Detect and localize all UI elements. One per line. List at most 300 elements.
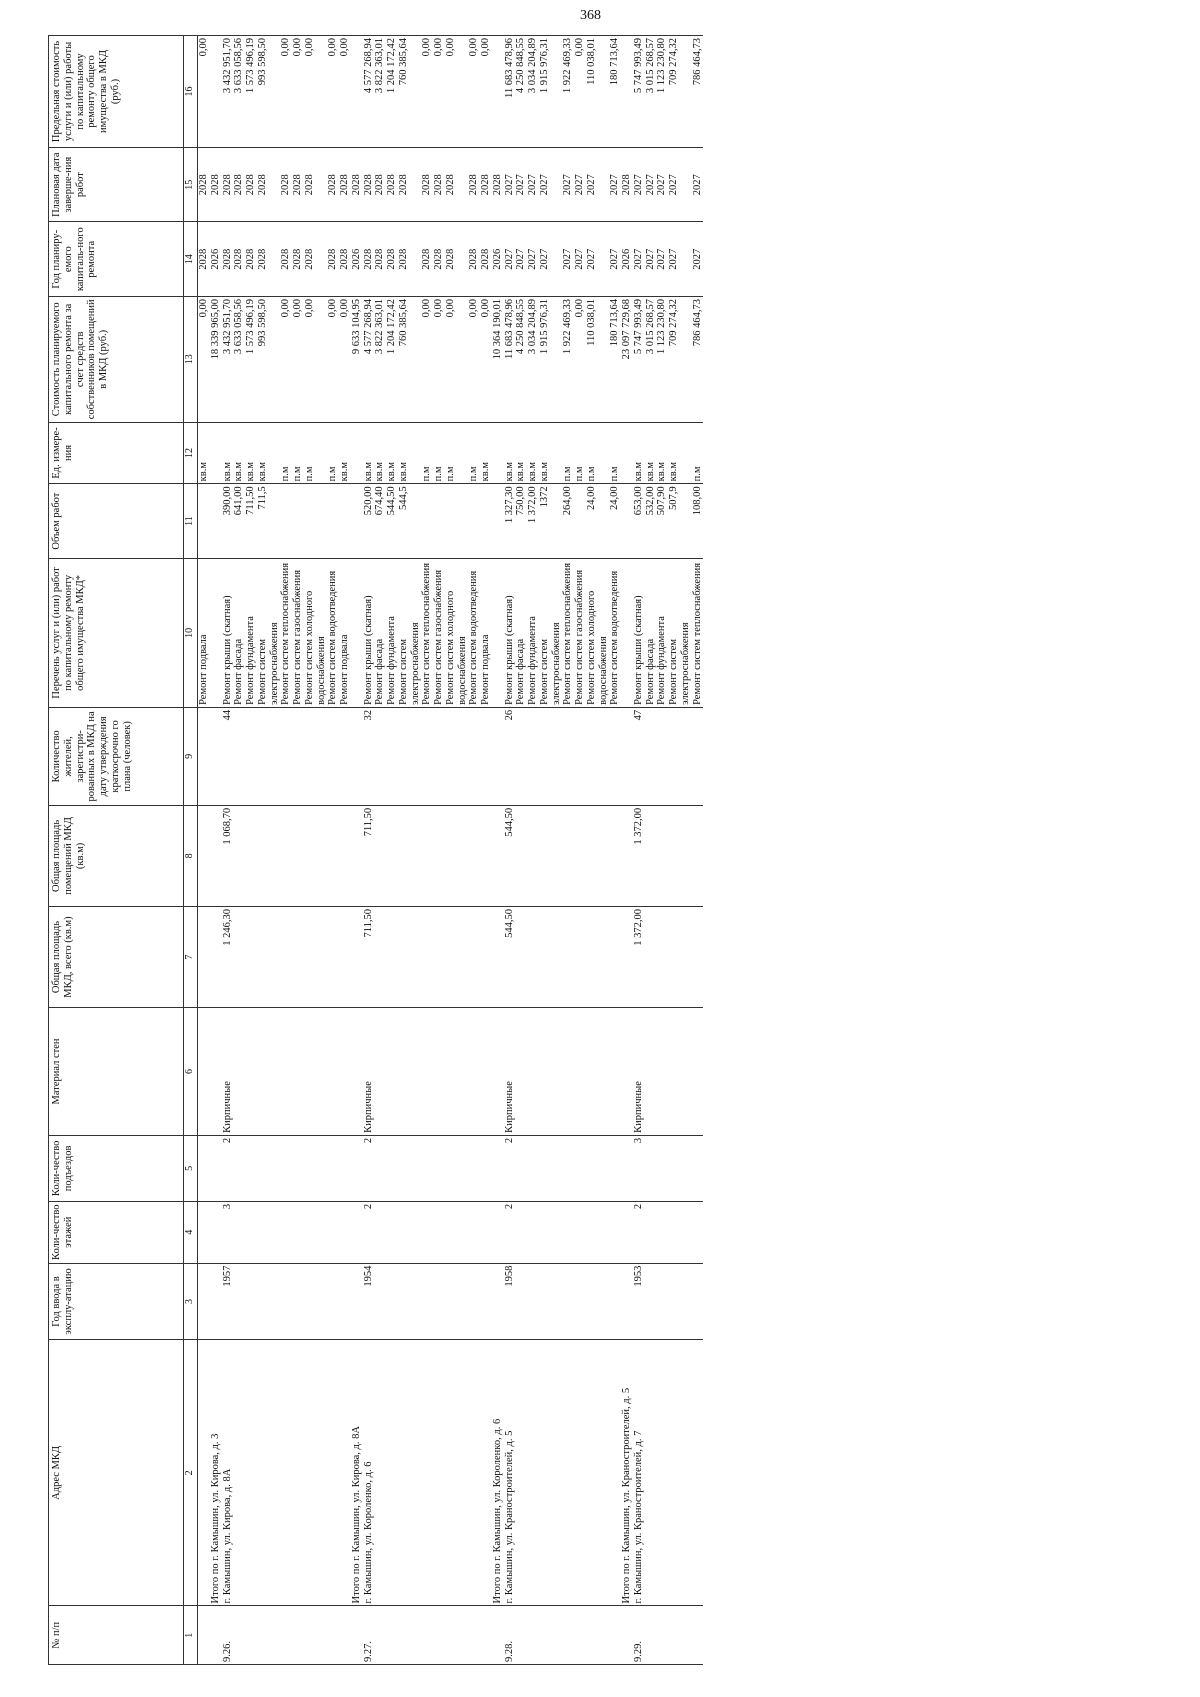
- table-cell-col14: 2027: [527, 222, 539, 297]
- table-cell-col1: 9.29.: [633, 1606, 645, 1665]
- column-number-13: 13: [184, 296, 198, 422]
- table-cell-col12: [351, 422, 363, 484]
- table-cell-col9: [327, 707, 339, 805]
- table-cell-col14: 2027: [586, 222, 610, 297]
- table-cell-col5: [574, 1135, 586, 1201]
- table-cell-col6: [668, 1008, 692, 1136]
- table-cell-col1: [468, 1606, 480, 1665]
- table-cell-col4: [398, 1201, 422, 1263]
- table-cell-col9: 26: [504, 707, 516, 805]
- table-cell-col8: [245, 805, 257, 906]
- table-cell-col15: 2028: [198, 147, 210, 222]
- table-cell-col11: [304, 484, 328, 559]
- table-cell-col9: [468, 707, 480, 805]
- table-cell-col10: Ремонт систем электроснабжения: [257, 558, 281, 707]
- table-cell-col4: [609, 1201, 621, 1263]
- table-cell-col9: [609, 707, 621, 805]
- table-cell-col7: 544,50: [504, 906, 516, 1007]
- table-cell-col4: [621, 1201, 633, 1263]
- table-cell-col4: [468, 1201, 480, 1263]
- table-cell-col4: [339, 1201, 351, 1263]
- table-cell-col3: [527, 1263, 539, 1340]
- table-cell-col11: [280, 484, 292, 559]
- table-cell-col13: 993 598,50: [257, 296, 281, 422]
- table-cell-col15: 2027: [515, 147, 527, 222]
- table-cell-col2: [609, 1340, 621, 1606]
- table-cell-col9: [492, 707, 504, 805]
- table-cell-col16: 0,00: [292, 36, 304, 148]
- table-cell-col16: 993 598,50: [257, 36, 281, 148]
- table-cell-col8: [621, 805, 633, 906]
- table-cell-col14: 2028: [398, 222, 422, 297]
- table-cell-col4: [374, 1201, 386, 1263]
- table-cell-col12: п.м: [421, 422, 433, 484]
- table-cell-col5: [433, 1135, 445, 1201]
- table-cell-col7: 1 372,00: [633, 906, 645, 1007]
- table-cell-col6: [468, 1008, 480, 1136]
- table-cell-col10: [351, 558, 363, 707]
- table-cell-col14: 2027: [574, 222, 586, 297]
- table-cell-col12: [492, 422, 504, 484]
- table-cell-col8: [468, 805, 480, 906]
- table-cell-col9: [586, 707, 610, 805]
- table-cell-col13: 0,00: [280, 296, 292, 422]
- table-cell-col13: 760 385,64: [398, 296, 422, 422]
- table-cell-col11: [468, 484, 480, 559]
- table-cell-col2: Итого по г. Камышин, ул. Кирова, д. 8А: [351, 1340, 363, 1606]
- table-cell-col15: 2028: [468, 147, 480, 222]
- table-cell-col12: [210, 422, 222, 484]
- table-cell-col4: [233, 1201, 245, 1263]
- table-cell-col11: 507,90: [656, 484, 668, 559]
- table-cell-col8: [445, 805, 469, 906]
- table-cell-col16: 0,00: [327, 36, 339, 148]
- table-cell-col16: 5 747 993,49: [633, 36, 645, 148]
- table-cell-col4: 2: [504, 1201, 516, 1263]
- table-cell-col5: [515, 1135, 527, 1201]
- table-cell-col4: [433, 1201, 445, 1263]
- table-cell-col13: 0,00: [574, 296, 586, 422]
- table-cell-col9: [198, 707, 210, 805]
- table-cell-col16: 1 573 496,19: [245, 36, 257, 148]
- table-cell-col16: 3 034 204,89: [527, 36, 539, 148]
- table-cell-col10: Ремонт фасада: [233, 558, 245, 707]
- table-cell-col15: 2028: [363, 147, 375, 222]
- table-cell-col14: 2028: [257, 222, 281, 297]
- table-cell-col9: [257, 707, 281, 805]
- table-cell-col14: 2028: [327, 222, 339, 297]
- table-cell-col7: [668, 906, 692, 1007]
- table-cell-col10: Ремонт фундамента: [245, 558, 257, 707]
- table-cell-col12: п.м: [586, 422, 610, 484]
- table-cell-col12: п.м: [304, 422, 328, 484]
- table-cell-col6: Кирпичные: [363, 1008, 375, 1136]
- table-cell-col14: 2026: [621, 222, 633, 297]
- table-cell-col12: кв.м: [222, 422, 234, 484]
- table-cell-col7: [574, 906, 586, 1007]
- table-cell-col11: 711,5: [257, 484, 281, 559]
- table-cell-col7: [198, 906, 210, 1007]
- table-cell-col7: [245, 906, 257, 1007]
- table-cell-col5: [292, 1135, 304, 1201]
- table-cell-col13: 0,00: [292, 296, 304, 422]
- column-number-16: 16: [184, 36, 198, 148]
- table-cell-col12: кв.м: [233, 422, 245, 484]
- table-cell-col2: [304, 1340, 328, 1606]
- table-row-total: [210, 36, 222, 1665]
- table-row: [445, 36, 469, 1665]
- table-cell-col9: [245, 707, 257, 805]
- table-cell-col1: [374, 1606, 386, 1665]
- table-cell-col7: [645, 906, 657, 1007]
- table-cell-col5: [656, 1135, 668, 1201]
- table-row: [515, 36, 527, 1665]
- table-cell-col10: Ремонт фундамента: [656, 558, 668, 707]
- table-cell-col1: [492, 1606, 504, 1665]
- table-cell-col4: [257, 1201, 281, 1263]
- table-cell-col4: [304, 1201, 328, 1263]
- table-cell-col13: 3 015 268,57: [645, 296, 657, 422]
- table-cell-col15: 2028: [280, 147, 292, 222]
- table-cell-col10: Ремонт систем холодного водоснабжения: [445, 558, 469, 707]
- table-cell-col6: Кирпичные: [504, 1008, 516, 1136]
- table-cell-col14: 2028: [363, 222, 375, 297]
- table-cell-col15: 2027: [539, 147, 563, 222]
- table-cell-col8: [421, 805, 433, 906]
- table-cell-col14: 2026: [351, 222, 363, 297]
- table-cell-col7: [445, 906, 469, 1007]
- table-cell-col4: [515, 1201, 527, 1263]
- table-cell-col9: [398, 707, 422, 805]
- table-cell-col9: [480, 707, 492, 805]
- table-cell-col16: [210, 36, 222, 148]
- table-cell-col13: 0,00: [468, 296, 480, 422]
- table-cell-col7: [339, 906, 351, 1007]
- table-cell-col14: 2028: [468, 222, 480, 297]
- table-cell-col9: [668, 707, 692, 805]
- table-cell-col10: Ремонт фасада: [645, 558, 657, 707]
- table-cell-col13: 3 034 204,89: [527, 296, 539, 422]
- table-cell-col12: п.м: [574, 422, 586, 484]
- table-cell-col11: 641,00: [233, 484, 245, 559]
- table-cell-col14: 2028: [222, 222, 234, 297]
- table-cell-col2: [327, 1340, 339, 1606]
- table-cell-col5: [339, 1135, 351, 1201]
- table-cell-col14: 2028: [374, 222, 386, 297]
- table-cell-col6: [445, 1008, 469, 1136]
- table-cell-col8: [492, 805, 504, 906]
- table-cell-col8: 711,50: [363, 805, 375, 906]
- table-cell-col15: 2028: [257, 147, 281, 222]
- table-cell-col5: [421, 1135, 433, 1201]
- table-row: [504, 36, 516, 1665]
- table-cell-col5: [245, 1135, 257, 1201]
- table-cell-col16: [492, 36, 504, 148]
- table-cell-col11: 1 327,30: [504, 484, 516, 559]
- table-cell-col8: [327, 805, 339, 906]
- table-cell-col4: [480, 1201, 492, 1263]
- table-cell-col3: [304, 1263, 328, 1340]
- table-cell-col15: 2027: [504, 147, 516, 222]
- table-cell-col1: 9.26.: [222, 1606, 234, 1665]
- column-number-1: 1: [184, 1606, 198, 1665]
- table-cell-col5: [609, 1135, 621, 1201]
- table-row: [692, 36, 704, 1665]
- table-cell-col4: [445, 1201, 469, 1263]
- table-cell-col14: 2028: [280, 222, 292, 297]
- table-cell-col7: [351, 906, 363, 1007]
- table-cell-col4: 3: [222, 1201, 234, 1263]
- column-number-14: 14: [184, 222, 198, 297]
- table-cell-col9: [304, 707, 328, 805]
- table-cell-col14: 2027: [633, 222, 645, 297]
- table-cell-col11: 1 372,00: [527, 484, 539, 559]
- table-cell-col10: Ремонт подвала: [198, 558, 210, 707]
- table-cell-col16: 1 915 976,31: [539, 36, 563, 148]
- table-cell-col7: [480, 906, 492, 1007]
- table-cell-col2: [445, 1340, 469, 1606]
- table-cell-col2: [480, 1340, 492, 1606]
- table-cell-col6: [539, 1008, 563, 1136]
- table-cell-col1: [339, 1606, 351, 1665]
- table-row: [339, 36, 351, 1665]
- table-cell-col11: [210, 484, 222, 559]
- column-header-11: Объем работ: [49, 484, 184, 559]
- table-cell-col3: [656, 1263, 668, 1340]
- table-cell-col12: п.м: [292, 422, 304, 484]
- table-cell-col3: [468, 1263, 480, 1340]
- table-cell-col7: [421, 906, 433, 1007]
- table-cell-col12: кв.м: [245, 422, 257, 484]
- table-cell-col3: [668, 1263, 692, 1340]
- table-cell-col5: [586, 1135, 610, 1201]
- table-cell-col13: 0,00: [433, 296, 445, 422]
- table-row: [480, 36, 492, 1665]
- table-row: [633, 36, 645, 1665]
- table-cell-col5: [374, 1135, 386, 1201]
- column-header-4: Коли-чество этажей: [49, 1201, 184, 1263]
- table-cell-col15: 2028: [433, 147, 445, 222]
- table-cell-col15: 2028: [304, 147, 328, 222]
- table-cell-col12: п.м: [468, 422, 480, 484]
- table-cell-col1: [574, 1606, 586, 1665]
- table-row: [304, 36, 328, 1665]
- table-cell-col11: [198, 484, 210, 559]
- table-cell-col7: [527, 906, 539, 1007]
- table-cell-col10: Ремонт фасада: [515, 558, 527, 707]
- table-cell-col11: [351, 484, 363, 559]
- table-cell-col12: п.м: [692, 422, 704, 484]
- table-row: [586, 36, 610, 1665]
- table-cell-col10: Ремонт систем теплоснабжения: [280, 558, 292, 707]
- table-cell-col15: 2028: [374, 147, 386, 222]
- table-cell-col11: [433, 484, 445, 559]
- table-cell-col6: [198, 1008, 210, 1136]
- table-row-total: [621, 36, 633, 1665]
- table-cell-col16: 3 432 951,70: [222, 36, 234, 148]
- table-cell-col16: 3 015 268,57: [645, 36, 657, 148]
- table-cell-col1: [233, 1606, 245, 1665]
- table-cell-col5: [351, 1135, 363, 1201]
- table-cell-col6: [527, 1008, 539, 1136]
- table-cell-col9: [233, 707, 245, 805]
- table-cell-col16: 4 577 268,94: [363, 36, 375, 148]
- table-cell-col2: [398, 1340, 422, 1606]
- table-cell-col14: 2028: [386, 222, 398, 297]
- table-cell-col1: [609, 1606, 621, 1665]
- table-cell-col11: 24,00: [609, 484, 621, 559]
- table-cell-col3: 1957: [222, 1263, 234, 1340]
- table-cell-col8: [280, 805, 292, 906]
- table-cell-col2: Итого по г. Камышин, ул. Кирова, д. 3: [210, 1340, 222, 1606]
- table-cell-col13: 4 250 848,55: [515, 296, 527, 422]
- table-cell-col4: [351, 1201, 363, 1263]
- table-cell-col6: [304, 1008, 328, 1136]
- table-cell-col3: [245, 1263, 257, 1340]
- table-cell-col4: [586, 1201, 610, 1263]
- table-cell-col15: 2028: [421, 147, 433, 222]
- table-cell-col2: [433, 1340, 445, 1606]
- table-cell-col5: [539, 1135, 563, 1201]
- table-cell-col2: [527, 1340, 539, 1606]
- table-cell-col15: 2028: [621, 147, 633, 222]
- table-cell-col13: 3 822 363,01: [374, 296, 386, 422]
- table-cell-col12: кв.м: [645, 422, 657, 484]
- table-cell-col9: [339, 707, 351, 805]
- table-row: [433, 36, 445, 1665]
- table-cell-col6: [656, 1008, 668, 1136]
- table-row: [292, 36, 304, 1665]
- table-cell-col6: [374, 1008, 386, 1136]
- table-cell-col12: [621, 422, 633, 484]
- table-cell-col15: 2028: [445, 147, 469, 222]
- table-cell-col14: 2028: [445, 222, 469, 297]
- table-cell-col5: [527, 1135, 539, 1201]
- table-cell-col16: 0,00: [339, 36, 351, 148]
- table-cell-col16: [621, 36, 633, 148]
- table-cell-col16: 0,00: [198, 36, 210, 148]
- table-cell-col3: [621, 1263, 633, 1340]
- table-cell-col1: [421, 1606, 433, 1665]
- table-cell-col7: [468, 906, 480, 1007]
- table-cell-col11: 711,50: [245, 484, 257, 559]
- table-cell-col15: 2027: [609, 147, 621, 222]
- table-cell-col1: [586, 1606, 610, 1665]
- table-cell-col5: [492, 1135, 504, 1201]
- table-cell-col9: [621, 707, 633, 805]
- table-cell-col13: 11 683 478,96: [504, 296, 516, 422]
- table-row: [198, 36, 210, 1665]
- table-cell-col6: [492, 1008, 504, 1136]
- table-cell-col2: [198, 1340, 210, 1606]
- table-cell-col3: 1954: [363, 1263, 375, 1340]
- table-cell-col11: 750,00: [515, 484, 527, 559]
- table-cell-col11: [327, 484, 339, 559]
- table-cell-col4: [562, 1201, 574, 1263]
- table-cell-col1: [398, 1606, 422, 1665]
- table-cell-col10: [621, 558, 633, 707]
- table-cell-col10: Ремонт систем теплоснабжения: [562, 558, 574, 707]
- table-cell-col9: [280, 707, 292, 805]
- column-number-12: 12: [184, 422, 198, 484]
- table-cell-col10: Ремонт систем газоснабжения: [433, 558, 445, 707]
- table-cell-col6: [586, 1008, 610, 1136]
- table-cell-col15: 2027: [574, 147, 586, 222]
- table-cell-col4: [280, 1201, 292, 1263]
- table-cell-col16: 0,00: [480, 36, 492, 148]
- table-cell-col12: кв.м: [198, 422, 210, 484]
- table-cell-col16: 0,00: [304, 36, 328, 148]
- table-cell-col9: 44: [222, 707, 234, 805]
- table-cell-col13: 180 713,64: [609, 296, 621, 422]
- table-cell-col2: [645, 1340, 657, 1606]
- table-cell-col14: 2027: [692, 222, 704, 297]
- table-cell-col6: [233, 1008, 245, 1136]
- column-number-10: 10: [184, 558, 198, 707]
- table-cell-col6: [562, 1008, 574, 1136]
- table-cell-col9: [433, 707, 445, 805]
- table-cell-col4: 2: [633, 1201, 645, 1263]
- table-cell-col11: 653,00: [633, 484, 645, 559]
- table-cell-col6: [433, 1008, 445, 1136]
- table-cell-col3: [645, 1263, 657, 1340]
- table-cell-col15: 2028: [292, 147, 304, 222]
- table-cell-col13: 0,00: [480, 296, 492, 422]
- table-cell-col2: [574, 1340, 586, 1606]
- table-cell-col8: [515, 805, 527, 906]
- table-cell-col2: [668, 1340, 692, 1606]
- table-cell-col15: 2027: [668, 147, 692, 222]
- table-cell-col7: [327, 906, 339, 1007]
- table-cell-col14: 2028: [245, 222, 257, 297]
- table-cell-col8: [609, 805, 621, 906]
- table-cell-col7: [656, 906, 668, 1007]
- table-cell-col13: 0,00: [327, 296, 339, 422]
- table-cell-col12: кв.м: [257, 422, 281, 484]
- table-cell-col16: 4 250 848,55: [515, 36, 527, 148]
- table-cell-col8: [292, 805, 304, 906]
- table-row: [562, 36, 574, 1665]
- table-cell-col9: [692, 707, 704, 805]
- table-cell-col16: 760 385,64: [398, 36, 422, 148]
- table-cell-col4: [198, 1201, 210, 1263]
- table-cell-col4: [386, 1201, 398, 1263]
- table-cell-col8: [586, 805, 610, 906]
- table-cell-col2: [374, 1340, 386, 1606]
- table-cell-col14: 2027: [668, 222, 692, 297]
- table-cell-col3: [574, 1263, 586, 1340]
- table-cell-col3: [480, 1263, 492, 1340]
- table-cell-col14: 2028: [198, 222, 210, 297]
- table-cell-col9: [527, 707, 539, 805]
- table-cell-col10: Ремонт систем теплоснабжения: [692, 558, 704, 707]
- table-cell-col15: 2028: [398, 147, 422, 222]
- table-cell-col1: [327, 1606, 339, 1665]
- table-cell-col16: [351, 36, 363, 148]
- table-cell-col11: [339, 484, 351, 559]
- table-row: [386, 36, 398, 1665]
- table-cell-col13: 18 339 965,00: [210, 296, 222, 422]
- table-cell-col1: [527, 1606, 539, 1665]
- column-number-8: 8: [184, 805, 198, 906]
- table-cell-col9: 32: [363, 707, 375, 805]
- table-cell-col15: 2028: [339, 147, 351, 222]
- table-cell-col12: кв.м: [633, 422, 645, 484]
- table-cell-col16: 1 123 230,80: [656, 36, 668, 148]
- table-cell-col8: [645, 805, 657, 906]
- table-cell-col9: [292, 707, 304, 805]
- table-cell-col5: 2: [222, 1135, 234, 1201]
